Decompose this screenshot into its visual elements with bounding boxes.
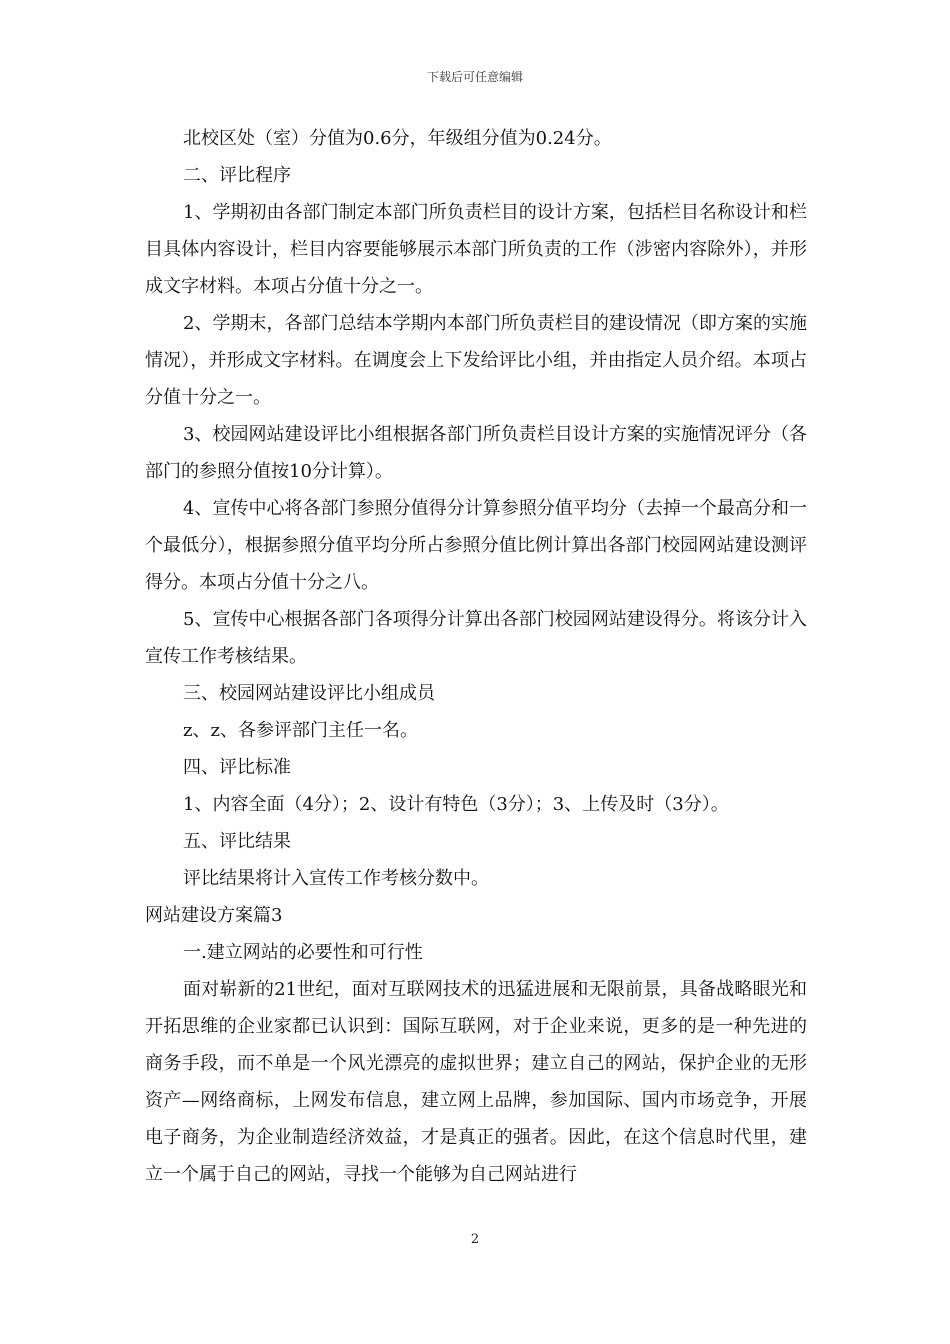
- text-line: 1、内容全面（4分）；2、设计有特色（3分）；3、上传及时（3分）。: [183, 794, 729, 815]
- text-line: 评比结果将计入宣传工作考核分数中。: [183, 868, 489, 889]
- paragraph: [145, 860, 807, 897]
- paragraph: [145, 157, 807, 194]
- text-line: 四、评比标准: [183, 757, 291, 778]
- text-line: 面对崭新的21世纪，面对互联网技术的迅猛进展和无限前景，具备战略眼: [183, 979, 771, 1000]
- text-line: 内市场竞争，开展电子商务，为企业制造经济效益，才是真正的强者。因此，: [145, 1090, 808, 1148]
- paragraph: [145, 749, 807, 786]
- text-line: 2、学期末，各部门总结本学期内本部门所负责栏目的建设情况（即方案的: [183, 313, 771, 334]
- text-line: 5、宣传中心根据各部门各项得分计算出各部门校园网站建设得分。将该分: [183, 609, 771, 630]
- text-line: 和栏目具体内容设计，栏目内容要能够展示本部门所负责的工作（涉密内容除: [145, 202, 808, 260]
- text-line: 1、学期初由各部门制定本部门所负责栏目的设计方案，包括栏目名称设计: [183, 202, 771, 223]
- paragraph: [145, 194, 807, 305]
- paragraph: [145, 897, 807, 934]
- text-line: 绍。本项占分值十分之一。: [145, 350, 808, 408]
- text-line: 光和开拓思维的企业家都已认识到：国际互联网，对于企业来说，更多的是一: [145, 979, 807, 1037]
- text-line: z、z、各参评部门主任一名。: [183, 720, 418, 741]
- text-line: 北校区处（室）分值为0.6分，年级组分值为0.24分。: [183, 128, 612, 149]
- paragraph: [145, 786, 807, 823]
- text-line: 站建设测评得分。本项占分值十分之八。: [145, 535, 808, 593]
- paragraph: [145, 601, 807, 675]
- page-number: 2: [470, 1232, 480, 1247]
- text-line: 护企业的无形资产—网络商标，上网发布信息，建立网上品牌，参加国际、国: [145, 1053, 807, 1111]
- paragraph: [145, 305, 807, 416]
- text-line: 外），并形成文字材料。本项占分值十分之一。: [145, 239, 808, 297]
- text-line: 三、校园网站建设评比小组成员: [183, 683, 435, 704]
- paragraph: [145, 712, 807, 749]
- paragraph: [145, 823, 807, 860]
- text-line: 种先进的商务手段，而不单是一个风光漂亮的虚拟世界；建立自己的网站，保: [145, 1016, 807, 1074]
- paragraph: [145, 971, 807, 1193]
- text-line: 一.建立网站的必要性和可行性: [183, 942, 423, 963]
- paragraph: [145, 120, 807, 157]
- text-line: 3、校园网站建设评比小组根据各部门所负责栏目设计方案的实施情况评分: [183, 424, 771, 445]
- text-line: 和一个最低分），根据参照分值平均分所占参照分值比例计算出各部门校园网: [145, 498, 808, 556]
- page-header: 下载后可任意编辑: [426, 70, 523, 84]
- paragraph: [145, 490, 807, 601]
- text-line: 二、评比程序: [183, 165, 291, 186]
- text-line: 网站建设方案篇3: [145, 905, 283, 926]
- text-line: 实施情况），并形成文字材料。在调度会上下发给评比小组，并由指定人员介: [145, 313, 808, 371]
- document-body: [145, 120, 807, 1193]
- text-line: 在这个信息时代里，建立一个属于自己的网站，寻找一个能够为自己网站进行: [145, 1127, 808, 1185]
- text-line: （各部门的参照分值按10分计算）。: [145, 424, 808, 482]
- paragraph: [145, 934, 807, 971]
- text-line: 4、宣传中心将各部门参照分值得分计算参照分值平均分（去掉一个最高分: [183, 498, 771, 519]
- paragraph: [145, 416, 807, 490]
- text-line: 五、评比结果: [183, 831, 291, 852]
- paragraph: [145, 675, 807, 712]
- text-line: 计入宣传工作考核结果。: [145, 609, 808, 667]
